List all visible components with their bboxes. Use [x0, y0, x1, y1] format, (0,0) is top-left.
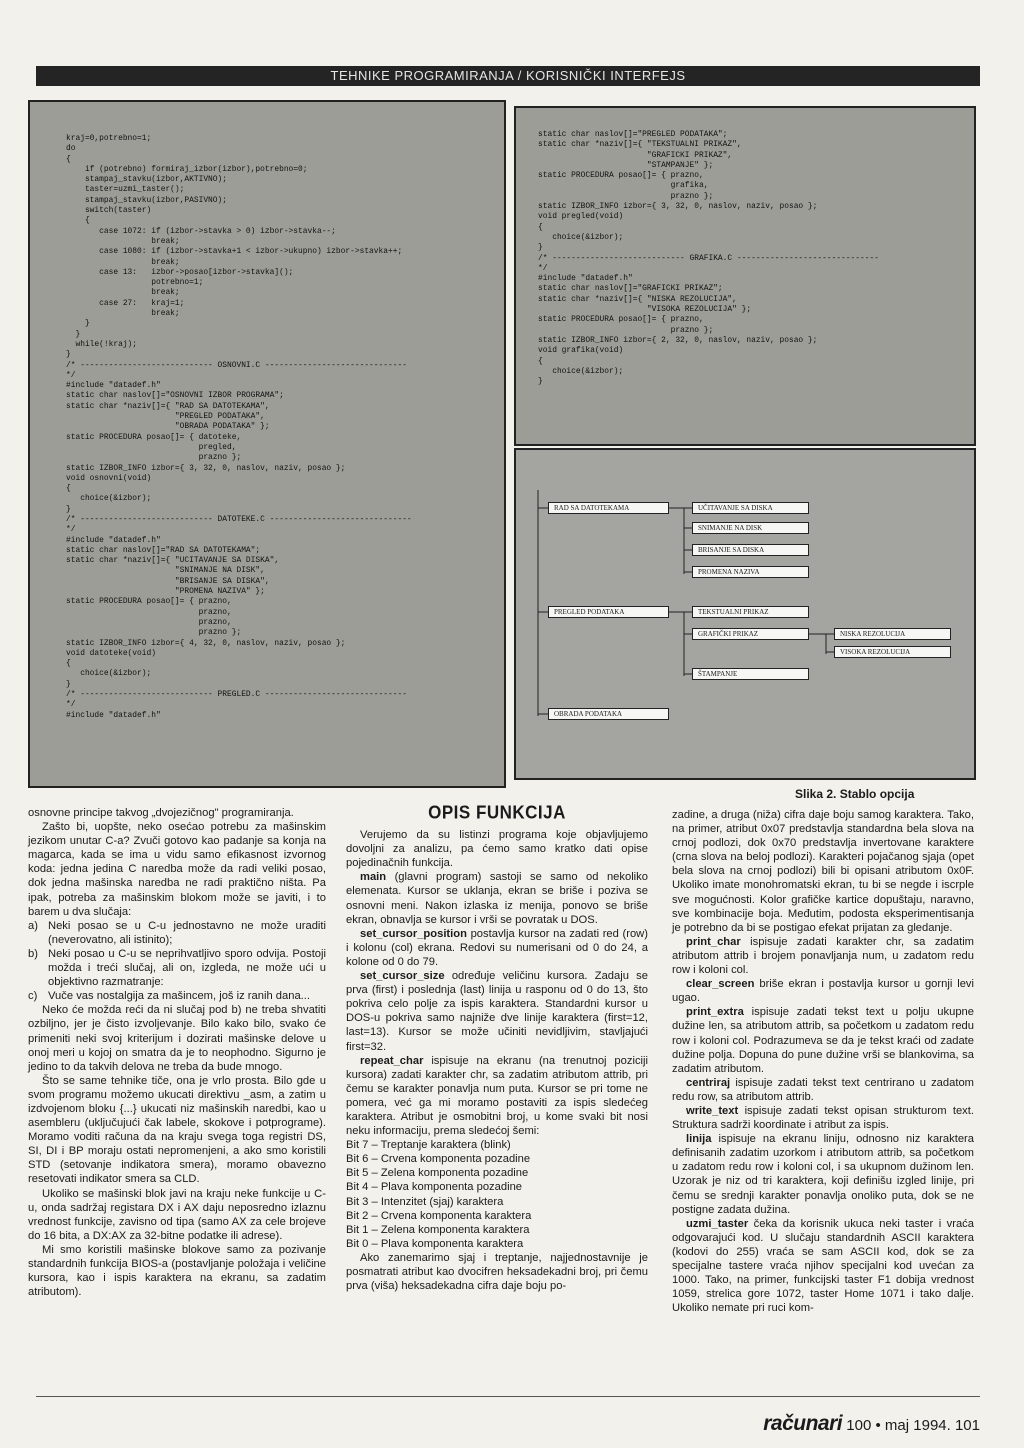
col3-paragraph — [672, 1076, 974, 1104]
col1-paragraph: Mi smo koristili mašinske blokove samo za pozivanje standardnih funkcija BIOS-a (postavljanje položaja i veličine kursora, kao i ispis karaktera na ekranu, sa zadatim atributom). — [28, 1243, 326, 1299]
code-listing-right — [514, 106, 976, 446]
page-number: 101 — [954, 1417, 980, 1434]
function-name: clear_screen — [686, 978, 755, 991]
function-desc: čeka da korisnik ukuca neki taster i vraća odgovarajući kod. U slučaju standardnih ASCII karaktera (kodovi do 255) vraća se sam ASCII kod, dok se za specijalne tastere vraća njihov specijalni kod uvećan za 1000. Tako, na primer, funkcijski taster F1 dobija vrednost 1059, strelica gore 1072, taster Home 1071 i tako dalje. Ukoliko nemate pri ruci kom- — [672, 1217, 974, 1315]
col3-paragraph — [672, 1132, 974, 1217]
col1-paragraph: Ukoliko se mašinski blok javi na kraju neke funkcije u C-u, onda sadržaj registara DX i AX daju neposredno izlaznu vrednost funkcije, zavisno od tipa (samo AX za cele brojeve do 16 bita, a DX:AX za 32-bitne podatke ili adrese). — [28, 1187, 326, 1242]
tree-node-obrada-podataka: OBRADA PODATAKA — [548, 708, 669, 720]
function-name: set_cursor_size — [360, 970, 445, 983]
function-desc: (glavni program) sastoji se samo od nekoliko elemenata. Kursor se uklanja, ekran se briše i poziva se osnovni meni. Nakon izlaska iz menija, ponovo se briše ekran, obnavlja se kursor i vrši se povratak u DOS. — [346, 871, 648, 926]
issue-date: maj 1994. — [884, 1417, 951, 1434]
function-name: linija — [686, 1133, 712, 1146]
issue-number: 100 — [846, 1417, 872, 1434]
list-text: Vuče vas nostalgija za mašincem, još iz ranih dana... — [48, 990, 310, 1003]
function-name: print_char — [686, 935, 741, 948]
code-listing-left — [28, 100, 506, 788]
tree-node-tekstualni-prikaz: TEKSTUALNI PRIKAZ — [692, 606, 809, 618]
col2-paragraph — [346, 1054, 648, 1139]
col3-paragraph — [672, 977, 974, 1005]
col3-paragraph — [672, 1217, 974, 1316]
tree-node-niska-rezolucija: NISKA REZOLUCIJA — [834, 628, 951, 640]
col2-paragraph: Verujemo da su listinzi programa koje objavljujemo dovoljni za analizu, pa ćemo samo kratko dati opise pojedinačnih funkcija. — [346, 829, 648, 870]
function-name: set_cursor_position — [360, 927, 467, 940]
magazine-logo: računari — [763, 1412, 843, 1435]
section-header-bar — [36, 66, 980, 86]
tree-node-promena-naziva: PROMENA NAZIVA — [692, 566, 809, 578]
list-item-a — [28, 919, 326, 947]
col1-paragraph: Zašto bi, uopšte, neko osećao potrebu za mašinskim jezikom unutar C-a? Zvuči gotovo kao padanje sa konja na magarca, kada se ima u vidu samo efikasnost izvornog koda: jedna jedina C naredba može da radi veliki posao, dok jedna mašinska naredba ne radi praktično ništa. Pa ipak, potreba za mašinskim blokom može se javiti, i to barem u dva slučaja: — [28, 821, 326, 918]
col3-paragraph — [672, 935, 974, 977]
col1-paragraph: osnovne principe takvog „dvojezičnog" programiranja. — [28, 807, 294, 819]
text-column-3 — [672, 808, 974, 1315]
bit-item: Bit 0 – Plava komponenta karaktera — [346, 1237, 524, 1250]
tree-node-visoka-rezolucija: VISOKA REZOLUCIJA — [834, 646, 951, 658]
list-text: Neki posao se u C-u jednostavno ne može uraditi (neverovatno, ali istinito); — [48, 919, 326, 946]
list-item-c — [28, 989, 326, 1003]
col3-paragraph — [672, 1005, 974, 1075]
section-heading-opis-funkcija: OPIS FUNKCIJA — [428, 801, 566, 823]
list-label: c) — [28, 990, 38, 1003]
bit-item: Bit 3 – Intenzitet (sjaj) karaktera — [346, 1195, 504, 1208]
list-label: a) — [28, 919, 38, 932]
text-column-1 — [28, 806, 326, 1299]
col3-paragraph — [672, 1104, 974, 1132]
function-desc: ispisuje zadati karakter chr, sa zadatim atributom attrib i brojem ponavljanja num, u zadatom redu row i koloni col. — [672, 935, 974, 977]
tree-node-stampanje: ŠTAMPANJE — [692, 668, 809, 680]
bit-item: Bit 2 – Crvena komponenta karaktera — [346, 1209, 532, 1222]
col2-paragraph — [346, 870, 648, 926]
list-label: b) — [28, 947, 38, 960]
option-tree-diagram — [514, 448, 976, 780]
tree-node-brisanje: BRISANJE SA DISKA — [692, 544, 809, 556]
tree-node-snimanje: SNIMANJE NA DISK — [692, 522, 809, 534]
tree-node-graficki-prikaz: GRAFIČKI PRIKAZ — [692, 628, 809, 640]
function-name: centriraj — [686, 1076, 731, 1089]
function-desc: ispisuje zadati tekst text u polju ukupne dužine len, sa atributom attrib, sa početkom u zadatom redu row i koloni col. Podrazumeva se da je tekst kraći od zadate dužine polja. Dopuna do pune dužine vrši se blankovima, sa zadatim atributom. — [672, 1006, 974, 1075]
function-name: uzmi_taster — [686, 1217, 749, 1230]
function-name: repeat_char — [360, 1054, 424, 1067]
figure-caption: Slika 2. Stablo opcija — [795, 787, 915, 801]
tree-node-pregled-podataka: PREGLED PODATAKA — [548, 606, 669, 618]
function-desc: određuje veličinu kursora. Zadaju se prva (first) i poslednja (last) linija u rasponu od 0 do 13, što pokriva celo polje za ispis karaktera. Standardni kursor u DOS-u pokriva samo najniže dve linije karaktera (first=12, last=13). Kursor se može učiniti nevidljivim, stavljajući first=32. — [346, 970, 648, 1053]
bit-item: Bit 6 – Crvena komponenta pozadine — [346, 1153, 531, 1166]
code-listing-right-text: static char naslov[]="PREGLED PODATAKA"; static char *naziv[]={ "TEKSTUALNI PRIKAZ", "GRAFICKI PRIKAZ", "STAMPANJE" }; static PROCEDURA posao[]= { prazno, grafika, prazno }; static IZBOR_INFO izbor={ 3, 32, 0, naslov, naziv, posao }; void pregled(void) { choice(&izbor); } /* ---------------------------- GRAFIKA.C ------------------------------ */ #include "datadef.h" static char naslov[]="GRAFICKI PRIKAZ"; static char *naziv[]={ "NISKA REZOLUCIJA", "VISOKA REZOLUCIJA" }; static PROCEDURA posao[]= { prazno, prazno }; static IZBOR_INFO izbor={ 2, 32, 0, naslov, naziv, posao }; void grafika(void) { choice(&izbor); } — [538, 130, 879, 387]
list-text: Neki posao u C-u se neprihvatljivo sporo odvija. Postoji možda i treći slučaj, ali on, izgleda, ne može ući u objektivno razmatranje: — [48, 947, 326, 989]
function-name: main — [360, 871, 387, 884]
bit-item: Bit 1 – Zelena komponenta karaktera — [346, 1223, 530, 1236]
page-footer — [763, 1412, 980, 1436]
col3-paragraph: zadine, a druga (niža) cifra daje boju samog karaktera. Tako, na primer, atribut 0x07 predstavlja standardna bela slova na crnoj podlozi, dok 0x70 predstavlja invertovane karaktere (crna slova na beloj podlozi). Karakteri pojačanog sjaja (opet bela slova na crnoj podlozi) bili bi opisani atributom 0x0F. Ukoliko imate monohromatski ekran, tu bi se negde i iscrple sve mogućnosti. Kolor grafičke kartice dopuštaju, naravno, sve kombinacije boja. Međutim, podosta eksperimentisanja je potrebno da bi se postigao efekat prijatan za gledanje. — [672, 809, 974, 934]
col1-paragraph: Što se same tehnike tiče, ona je vrlo prosta. Bilo gde u svom programu možemo ukucati direktivu _asm, a zatim u izdvojenom bloku {...} ukucati niz mašinskih naredbi, kao u asembleru (uključujući čak labele, skokove i potprograme). Moramo voditi računa da na kraju svega toga registri DS, SI, DI i BP moraju ostati nepromenjeni, a ako smo koristili STD (setovanje indikatora smera), moramo obavezno resetovati indikator smera sa CLD. — [28, 1074, 326, 1186]
function-desc: briše ekran i postavlja kursor u gornji levi ugao. — [672, 978, 974, 1005]
function-name: write_text — [686, 1104, 739, 1117]
function-desc: ispisuje zadati tekst opisan strukturom text. Struktura sadrži koordinate i atribut za ispis. — [672, 1104, 974, 1132]
col2-paragraph — [346, 969, 648, 1054]
col1-paragraph: Neko će možda reći da ni slučaj pod b) ne treba shvatiti ozbiljno, jer je čisto izvoljevanje. Bilo kako bilo, svako će primeniti neki svoj kriterijum i dozirati mašinske delove u onoj meri u kojoj on smatra da je to neophodno. Sigurno je jedino to da takvih delova ne treba da bude mnogo. — [28, 1004, 326, 1073]
tree-node-ucitavanje: UČITAVANJE SA DISKA — [692, 502, 809, 514]
footer-bullet: • — [875, 1417, 881, 1434]
function-desc: ispisuje na ekranu liniju, odnosno niz karaktera definisanih zadatim uzorkom i atributom attrib, sa početkom u zadatom redu row i koloni col, i sa ukupnom dužinom len. Uzorak je niz od tri karaktera, koji definišu izgled linije, pri čemu se srednji karakter ponavlja onoliko puta, dok se ne postigne zadata dužina. — [672, 1133, 974, 1216]
bit-item: Bit 5 – Zelena komponenta pozadine — [346, 1167, 529, 1180]
tree-node-rad-sa-datotekama: RAD SA DATOTEKAMA — [548, 502, 669, 514]
text-column-2 — [346, 801, 648, 1293]
col2-paragraph — [346, 927, 648, 969]
function-desc: postavlja kursor na zadati red (row) i kolonu (col) ekrana. Redovi su numerisani od 0 do 24, a kolone od 0 do 79. — [346, 927, 648, 968]
section-header-title: TEHNIKE PROGRAMIRANJA / KORISNIČKI INTERFEJS — [330, 68, 686, 83]
bit-item: Bit 4 – Plava komponenta pozadine — [346, 1181, 523, 1194]
code-listing-left-text: kraj=0,potrebno=1; do { if (potrebno) formiraj_izbor(izbor),potrebno=0; stampaj_stavku(izbor,AKTIVNO); taster=uzmi_taster(); stampaj_stavku(izbor,PASIVNO); switch(taster) { case 1072: if (izbor->stavka > 0) izbor->stavka--; break; case 1080: if (izbor->stavka+1 < izbor->ukupno) izbor->stavka++; break; case 13: izbor->posao[izbor->stavka](); potrebno=1; break; case 27: kraj=1; break; } } while(!kraj); } /* ---------------------------- OSNOVNI.C ------------------------------ */ #include "datadef.h" static char naslov[]="OSNOVNI IZBOR PROGRAMA"; static char *naziv[]={ "RAD SA DATOTEKAMA", "PREGLED PODATAKA", "OBRADA PODATAKA" }; static PROCEDURA posao[]= { datoteke, pregled, prazno }; static IZBOR_INFO izbor={ 3, 32, 0, naslov, naziv, posao }; void osnovni(void) { choice(&izbor); } /* ---------------------------- DATOTEKE.C ------------------------------ */ #include "datadef.h" static char naslov[]="RAD SA DATOTEKAMA"; static char *naziv[]={ "UCITAVANJE SA DISKA", "SNIMANJE NA DISK", "BRISANJE SA DISKA", "PROMENA NAZIVA" }; static PROCEDURA posao[]= { prazno, prazno, prazno, prazno }; static IZBOR_INFO izbor={ 4, 32, 0, naslov, naziv, posao }; void datoteke(void) { choice(&izbor); } /* ---------------------------- PREGLED.C ------------------------------ */ #include "datadef.h" — [66, 134, 412, 720]
attribute-bit-list — [346, 1138, 648, 1251]
function-name: print_extra — [686, 1006, 744, 1019]
footer-rule — [36, 1396, 980, 1397]
bit-item: Bit 7 – Treptanje karaktera (blink) — [346, 1139, 511, 1152]
list-item-b — [28, 947, 326, 989]
function-desc: ispisuje na ekranu (na trenutnoj poziciji kursora) zadati karakter chr, sa zadatim atributom attrib, pri čemu se karakter ponavlja num puta. Kursor se pri tome ne pomera, već ga mi moramo postaviti za ispis sledećeg karaktera. Atribut je osmobitni broj, u kome svaki bit nosi neku informaciju, prema sledećoj šemi: — [346, 1054, 648, 1138]
function-desc: ispisuje zadati tekst text centrirano u zadatom redu row, sa atributom attrib. — [672, 1076, 974, 1103]
col2-paragraph: Ako zanemarimo sjaj i treptanje, najjednostavnije je posmatrati atribut kao dvocifren heksadekadni broj, pri čemu prva (viša) heksadekadna cifra daje boju po- — [346, 1251, 648, 1293]
